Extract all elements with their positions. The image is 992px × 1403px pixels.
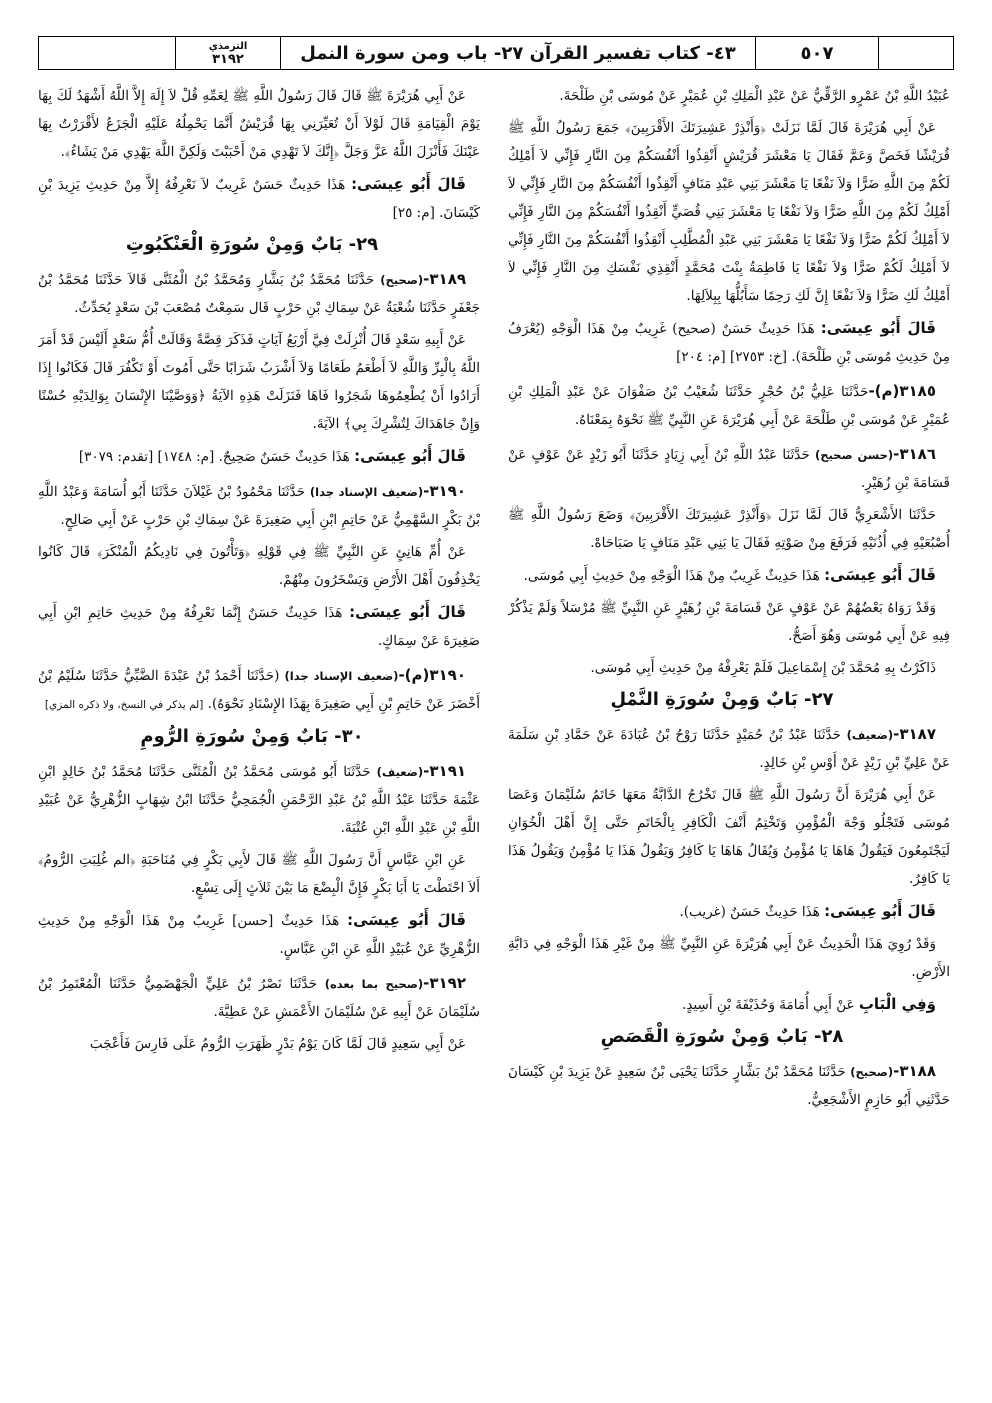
page-header bbox=[38, 36, 954, 70]
reference-label: الترمذي bbox=[208, 41, 248, 52]
chapter-heading-30: ٣٠- بَابٌ وَمِنْ سُورَةِ الرُّومِ bbox=[140, 726, 364, 747]
hadith-3189: ٣١٨٩-(صحيح) حَدَّثَنَا مُحَمَّدُ بْنُ بَشَّارٍ وَمُحَمَّدُ بْنُ الْمُثَنَّى قَالاَ حَدَّثَنَا مُحَمَّدُ بْنُ جَعْفَرٍ حَدَّثَنَا شُعْبَةُ عَنْ سِمَاكِ بْنِ حَرْبٍ قَال سَمِعْتُ مُصْعَبَ بْنَ سَعْدٍ يُحَدِّثُ. bbox=[38, 270, 480, 316]
abu-isa-comment: قَالَ أَبُو عِيسَى: هَذَا حَدِيثٌ حَسَنٌ (غريب). bbox=[679, 902, 936, 920]
abu-isa-comment: قَالَ أَبُو عِيسَى: هَذَا حَدِيثٌ [حسن] غَرِيبٌ مِنْ هَذَا الْوَجْهِ مِنْ حَدِيثِ الزُّهْرِيِّ عَنْ عُبَيْدِ اللَّهِ عَنِ ابْنِ عَبَّاسٍ. bbox=[38, 911, 480, 957]
paragraph: عَنْ أَبِي هُرَيْرَةَ قَالَ لَمَّا نَزَلَتْ ﴿وَأَنْذِرْ عَشِيرَتَكَ الأَقْرَبِينَ﴾ جَمَعَ رَسُولُ اللَّهِ ﷺ قُرَيْشًا فَخَصَّ وَعَمَّ فَقَالَ يَا مَعْشَرَ قُرَيْشٍ أَنْقِذُوا أَنْفُسَكُمْ مِنَ النَّارِ فَإِنِّي لاَ أَمْلِكُ لَكُمْ مِنَ اللَّهِ ضَرًّا وَلاَ نَفْعًا يَا مَعْشَرَ بَنِي عَبْدِ مَنَافٍ أَنْقِذُوا أَنْفُسَكُمْ مِنَ النَّارِ فَإِنِّي لاَ أَمْلِكُ لَكُمْ مِنَ اللَّهِ ضَرًّا وَلاَ نَفْعًا يَا مَعْشَرَ بَنِي قُصَيٍّ أَنْقِذُوا أَنْفُسَكُمْ مِنَ النَّارِ فَإِنِّي لاَ أَمْلِكُ لَكُمْ ضَرًّا وَلاَ نَفْعًا يَا مَعْشَرَ بَنِي عَبْدِ الْمُطَّلِبِ أَنْقِذُوا أَنْفُسَكُمْ مِنَ النَّارِ فَإِنِّي لاَ أَمْلِكُ لَكُمْ ضَرًّا وَلاَ نَفْعًا يَا فَاطِمَةُ بِنْتَ مُحَمَّدٍ أَنْقِذِي نَفْسَكِ مِنَ النَّارِ فَإِنِّي لاَ أَمْلِكُ لَكِ ضَرًّا وَلاَ نَفْعًا إِنَّ لَكِ رَحِمًا سَأَبُلُّهَا بِبِلاَلِهَا. bbox=[508, 120, 950, 304]
chapter-heading-29: ٢٩- بَابٌ وَمِنْ سُورَةِ الْعَنْكَبُوتِ bbox=[125, 234, 379, 255]
header-blank-right bbox=[878, 37, 953, 69]
right-column bbox=[508, 82, 950, 1382]
paragraph: وَقَدْ رَوَاهُ بَعْضُهُمْ عَنْ عَوْفٍ عَنْ قَسَامَةَ بْنِ زُهَيْرٍ عَنِ النَّبِيِّ ﷺ مُرْسَلاً وَلَمْ يَذْكُرْ فِيهِ عَنْ أَبِي مُوسَى وَهُوَ أَصَحُّ. bbox=[508, 600, 950, 644]
editor-note: [لم يذكر في النسخ، ولا ذكره المزي] bbox=[44, 699, 204, 711]
hadith-3188: ٣١٨٨-(صحيح) حَدَّثَنَا مُحَمَّدُ بْنُ بَشَّارٍ حَدَّثَنَا يَحْيَى بْنُ سَعِيدٍ عَنْ يَزِيدَ بْنِ كَيْسَانَ حَدَّثَنِي أَبُو حَازِمٍ الأَشْجَعِيُّ. bbox=[508, 1062, 950, 1108]
paragraph: عَنْ أَبِي سَعِيدٍ قَالَ لَمَّا كَانَ يَوْمُ بَدْرٍ ظَهَرَتِ الرُّومُ عَلَى فَارِسَ فَأَعْجَبَ bbox=[89, 1036, 466, 1052]
paragraph: حَدَّثَنَا الأَشْعَرِيُّ قَالَ لَمَّا نَزَلَ ﴿وَأَنْذِرْ عَشِيرَتَكَ الأَقْرَبِينَ﴾ وَضَعَ رَسُولُ اللَّهِ ﷺ أُصْبُعَيْهِ فِي أُذُنَيْهِ فَرَفَعَ مِنْ صَوْتِهِ فَقَالَ يَا بَنِي عَبْدِ مَنَافٍ يَا صَبَاحَاهْ. bbox=[508, 507, 950, 551]
hadith-3190: ٣١٩٠-(ضعيف الإسناد جدا) حَدَّثَنَا مَحْمُودُ بْنُ غَيْلاَنَ حَدَّثَنَا أَبُو أُسَامَةَ وَعَبْدُ اللَّهِ بْنُ بَكْرٍ السَّهْمِيُّ عَنْ حَاتِمِ ابْنِ أَبِي صَغِيرَةَ عَنْ سِمَاكِ بْنِ حَرْبٍ عَنْ أَبِي صَالِحٍ. bbox=[38, 482, 480, 528]
hadith-3190m: ٣١٩٠(م)-(ضعيف الإسناد جدا) (حَدَّثَنَا أَحْمَدُ بْنُ عَبْدَةَ الضَّبِّيُّ حَدَّثَنَا سُلَيْمُ بْنُ أَخْضَرَ عَنْ حَاتِمِ بْنِ أَبِي صَغِيرَةَ بِهَذَا الإِسْنَادِ نَحْوَهُ). [لم يذكر في النسخ، ولا ذكره المزي] bbox=[38, 666, 480, 712]
left-column bbox=[38, 82, 480, 1382]
abu-isa-comment: قَالَ أَبُو عِيسَى: هَذَا حَدِيثٌ حَسَنٌ غَرِيبٌ لاَ نَعْرِفُهُ إِلاَّ مِنْ حَدِيثِ يَزِيدَ بْنِ كَيْسَانَ. [م: ٢٥] bbox=[38, 175, 480, 221]
hadith-reference bbox=[175, 37, 280, 69]
paragraph: عُبَيْدُ اللَّهِ بْنُ عَمْرٍو الرَّقِّيُّ عَنْ عَبْدِ الْمَلِكِ بْنِ عُمَيْرٍ عَنْ مُوسَى بْنِ طَلْحَةَ. bbox=[559, 88, 950, 104]
chapter-heading-27: ٢٧- بَابٌ وَمِنْ سُورَةِ النَّمْلِ bbox=[610, 689, 834, 710]
paragraph: وَقَدْ رُوِيَ هَذَا الْحَدِيثُ عَنْ أَبِي هُرَيْرَةَ عَنِ النَّبِيِّ ﷺ مِنْ غَيْرِ هَذَا الْوَجْهِ فِي دَابَّةِ الأَرْضِ. bbox=[508, 936, 950, 980]
abu-isa-comment: قَالَ أَبُو عِيسَى: هَذَا حَدِيثٌ غَرِيبٌ مِنْ هَذَا الْوَجْهِ مِنْ حَدِيثِ أَبِي مُوسَى. bbox=[523, 566, 936, 584]
paragraph: عَنْ أَبِي هُرَيْرَةَ أَنَّ رَسُولَ اللَّهِ ﷺ قَالَ تَخْرُجُ الدَّابَّةُ مَعَهَا خَاتَمُ سُلَيْمَانَ وَعَصَا مُوسَى فَتَجْلُو وَجْهَ الْمُؤْمِنِ وَتَخْتِمُ أَنْفَ الْكَافِرِ بِالْخَاتَمِ حَتَّى إِنَّ أَهْلَ الْخُوَانِ لَيَجْتَمِعُونَ فَيَقُولُ هَاهَا يَا مُؤْمِنُ وَيُقَالُ هَاهَا يَا كَافِرُ وَيَقُولُ هَذَا يَا مُؤْمِنُ وَيَقُولُ هَذَا يَا كَافِرُ. bbox=[508, 787, 950, 887]
hadith-3191: ٣١٩١-(ضعيف) حَدَّثَنَا أَبُو مُوسَى مُحَمَّدُ بْنُ الْمُثَنَّى حَدَّثَنَا مُحَمَّدُ بْنُ خَالِدٍ ابْنِ عَثْمَةَ حَدَّثَنَا عَبْدُ اللَّهِ بْنُ عَبْدِ الرَّحْمَنِ الْجُمَحِيُّ حَدَّثَنَا ابْنُ شِهَابٍ الزُّهْرِيُّ عَنْ عُبَيْدِ اللَّهِ بْنِ عَبْدِ اللَّهِ ابْنِ عُتْبَةَ. bbox=[38, 762, 480, 836]
paragraph: عَنْ أَبِي هُرَيْرَةَ ﷺ قَالَ قَالَ رَسُولُ اللَّهِ ﷺ لِعَمِّهِ قُلْ لاَ إِلَهَ إِلاَّ اللَّهُ أَشْهَدُ لَكَ بِهَا يَوْمَ الْقِيَامَةِ قَالَ لَوْلاَ أَنْ تُعَيِّرَنِي بِهَا قُرَيْشٌ أَنَّمَا يَحْمِلُهُ عَلَيْهِ الْجَزَعُ لأَقْرَرْتُ بِهَا عَيْنَكَ فَأَنْزَلَ اللَّهُ عَزَّ وَجَلَّ ﴿إِنَّكَ لاَ تَهْدِي مَنْ أَحْبَبْتَ وَلَكِنَّ اللَّهَ يَهْدِي مَنْ يَشَاءُ﴾. bbox=[38, 88, 480, 160]
running-title: ٤٣- كتاب تفسير القرآن ٢٧- باب ومن سورة النمل bbox=[280, 37, 755, 69]
abu-isa-comment: قَالَ أَبُو عِيسَى: هَذَا حَدِيثٌ حَسَنٌ إِنَّمَا نَعْرِفُهُ مِنْ حَدِيثِ حَاتِمِ ابْنِ أَبِي صَغِيرَةَ عَنْ سِمَاكٍ. bbox=[38, 603, 480, 649]
fil-bab-note: وَفِي الْبَابِ عَنْ أَبِي أُمَامَةَ وَحُذَيْفَةَ بْنِ أَسِيدٍ. bbox=[682, 995, 936, 1013]
abu-isa-comment: قَالَ أَبُو عِيسَى: هَذَا حَدِيثٌ حَسَنٌ صَحِيحٌ. [م: ١٧٤٨] [تقدم: ٣٠٧٩] bbox=[78, 447, 466, 465]
reference-number: ٣١٩٢ bbox=[212, 52, 244, 67]
hadith-3187: ٣١٨٧-(ضعيف) حَدَّثَنَا عَبْدُ بْنُ حُمَيْدٍ حَدَّثَنَا رَوْحُ بْنُ عُبَادَةَ عَنْ حَمَّادِ بْنِ سَلَمَةَ عَنْ عَلِيِّ بْنِ زَيْدٍ عَنْ أَوْسِ بْنِ خَالِدٍ. bbox=[508, 725, 950, 771]
paragraph: عَنْ أُمِّ هَانِئٍ عَنِ النَّبِيِّ ﷺ فِي قَوْلِهِ ﴿وَتَأْتُونَ فِي نَادِيكُمُ الْمُنْكَرَ﴾ قَالَ كَانُوا يَخْذِفُونَ أَهْلَ الأَرْضِ وَيَسْخَرُونَ مِنْهُمْ. bbox=[38, 544, 480, 588]
hadith-3186: ٣١٨٦-(حسن صحيح) حَدَّثَنَا عَبْدُ اللَّهِ بْنُ أَبِي زِيَادٍ حَدَّثَنَا أَبُو زَيْدٍ عَنْ عَوْفٍ عَنْ قَسَامَةَ بْنِ زُهَيْرٍ. bbox=[508, 445, 950, 491]
paragraph: ذَاكَرْتُ بِهِ مُحَمَّدَ بْنَ إِسْمَاعِيلَ فَلَمْ يَعْرِفْهُ مِنْ حَدِيثِ أَبِي مُوسَى. bbox=[590, 660, 936, 676]
hadith-3192: ٣١٩٢-(صحيح بما بعده) حَدَّثَنَا نَصْرُ بْنُ عَلِيٍّ الْجَهْضَمِيُّ حَدَّثَنَا الْمُعْتَمِرُ بْنُ سُلَيْمَانَ عَنْ أَبِيهِ عَنْ سُلَيْمَانَ الأَعْمَشِ عَنْ عَطِيَّةَ. bbox=[38, 974, 480, 1020]
page-number: ٥٠٧ bbox=[755, 37, 878, 69]
abu-isa-comment: قَالَ أَبُو عِيسَى: هَذَا حَدِيثٌ حَسَنٌ (صحيح) غَرِيبٌ مِنْ هَذَا الْوَجْهِ (يُعْرَفُ مِنْ حَدِيثِ مُوسَى بْنِ طَلْحَةَ). [خ: ٢٧٥٣] [م: ٢٠٤] bbox=[508, 319, 950, 365]
paragraph: عَنِ ابْنِ عَبَّاسٍ أَنَّ رَسُولَ اللَّهِ ﷺ قَالَ لأَبِي بَكْرٍ فِي مُنَاحَبَةِ ﴿الم غُلِبَتِ الرُّومُ﴾ أَلاَ احْتَطْتَ يَا أَبَا بَكْرٍ فَإِنَّ الْبِضْعَ مَا بَيْنَ ثَلاَثٍ إِلَى تِسْعٍ. bbox=[38, 852, 480, 896]
paragraph: عَنْ أَبِيهِ سَعْدٍ قَالَ أُنْزِلَتْ فِيَّ أَرْبَعُ آيَاتٍ فَذَكَرَ قِصَّةً وَقَالَتْ أُمُّ سَعْدٍ أَلَيْسَ قَدْ أَمَرَ اللَّهُ بِالْبِرِّ وَاللَّهِ لاَ أَطْعَمُ طَعَامًا وَلاَ أَشْرَبُ شَرَابًا حَتَّى أَمُوتَ أَوْ تَكْفُرَ قَالَ فَكَانُوا إِذَا أَرَادُوا أَنْ يُطْعِمُوهَا شَجَرُوا فَاهَا فَنَزَلَتْ هَذِهِ الآيَةُ ﴿وَوَصَّيْنَا الإِنْسَانَ بِوَالِدَيْهِ حُسْنًا وَإِنْ جَاهَدَاكَ لِتُشْرِكَ بِي﴾ الآيَةَ. bbox=[38, 332, 480, 432]
chapter-heading-28: ٢٨- بَابٌ وَمِنْ سُورَةِ الْقَصَصِ bbox=[600, 1026, 844, 1047]
header-blank-left bbox=[39, 37, 175, 69]
hadith-3185m: ٣١٨٥(م)-حَدَّثَنَا عَلِيُّ بْنُ حُجْرٍ حَدَّثَنَا شُعَيْبُ بْنُ صَفْوَانَ عَنْ عَبْدِ الْمَلِكِ بْنِ عُمَيْرٍ عَنْ مُوسَى بْنِ طَلْحَةَ عَنْ أَبِي هُرَيْرَةَ عَنِ النَّبِيِّ ﷺ نَحْوَهُ بِمَعْنَاهُ. bbox=[508, 382, 950, 428]
